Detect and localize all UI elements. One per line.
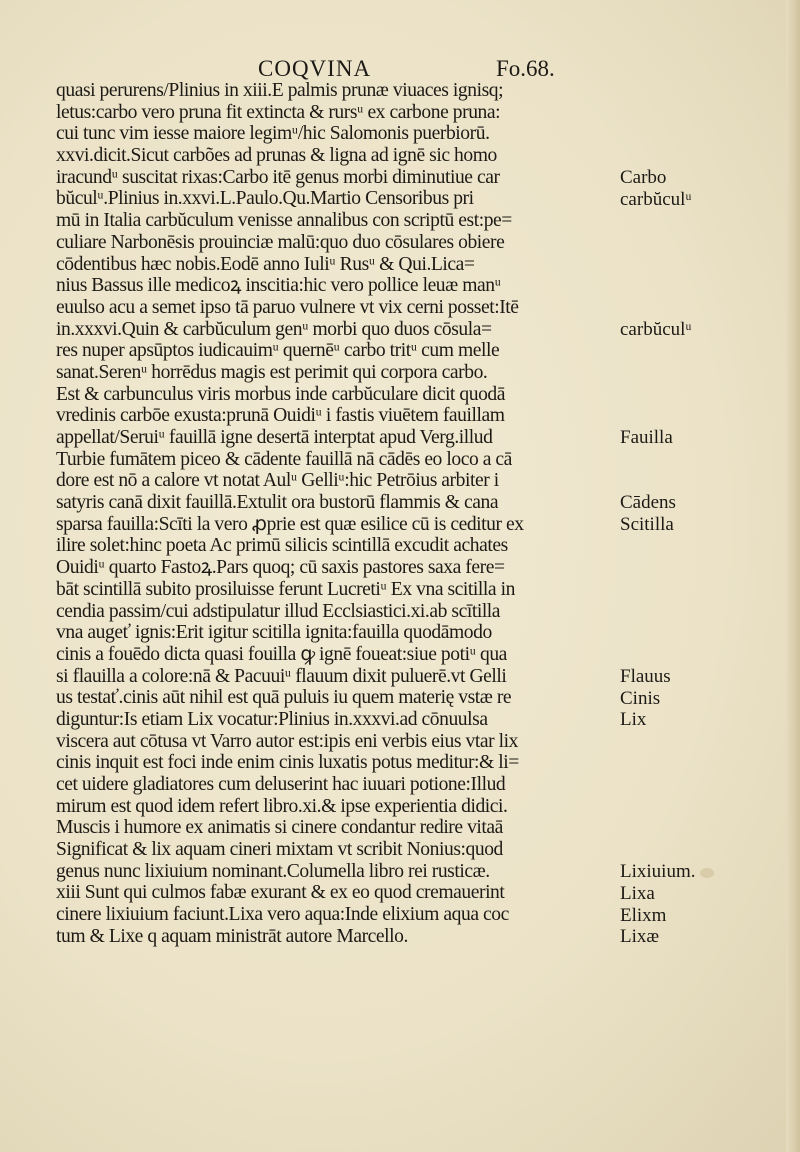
text-line: cōdentibus hæc nobis.Eodē anno Iuliᵘ Rusᵘ & Qui.Lica= (56, 253, 475, 275)
text-line: viscera aut cōtusa vt Varro autor est:ipis eni verbis eius vtar lix (56, 730, 518, 752)
text-line: in.xxxvi.Quin & carbŭculum genᵘ morbi quo duos cōsula= (56, 318, 492, 340)
text-line: bāt scintillā subito prosiluisse ferunt Lucretiᵘ Ex vna scitilla in (56, 578, 515, 600)
margin-note: Carbo (620, 166, 667, 188)
margin-note: Elixm (620, 904, 667, 926)
text-line: bŭculᵘ.Plinius in.xxvi.L.Paulo.Qu.Martio Censoribus pri (56, 188, 474, 210)
text-line: Muscis i humore ex animatis si cinere condantur redire vitaā (56, 817, 503, 839)
margin-note: Lixiuium. (620, 861, 696, 883)
text-line: si flauilla a colore:nā & Pacuuiᵘ flauum dixit puluerē.vt Gelli (56, 665, 507, 687)
text-line: euulso acu a semet ipso tā paruo vulnere vt vix cerni posset:Itē (56, 296, 519, 318)
text-line: sparsa fauilla:Scīti la vero ꝓprie est quæ esilice cū is ceditur ex (56, 513, 524, 535)
margin-note: Lixæ (620, 926, 660, 948)
text-line: vredinis carbōe exusta:prunā Ouidiᵘ i fastis viuētem fauillam (56, 405, 505, 427)
text-line: culiare Narbonēsis prouinciæ malū:quo duo cōsulares obiere (56, 231, 505, 253)
text-line: Turbie fumātem piceo & cādente fauillā nā cādēs eo loco a cā (56, 448, 512, 470)
margin-note: Lix (620, 709, 647, 731)
margin-note: Cinis (620, 687, 661, 709)
text-line: Significat & lix aquam cineri mixtam vt scribit Nonius:quod (56, 839, 503, 861)
text-line: cui tunc vim iesse maiore legimᵘ/hic Salomonis puerbiorū. (56, 123, 490, 145)
margin-note: Cādens (620, 492, 676, 514)
text-line: iracundᵘ suscitat rixas:Carbo itē genus morbi diminutiue car (56, 166, 500, 188)
text-line: Ouidiᵘ quarto Fastoꝝ.Pars quoq; cū saxis pastores saxa fere= (56, 557, 505, 579)
text-line: nius Bassus ille medicoꝝ inscitia:hic vero pollice leuæ manᵘ (56, 275, 501, 297)
margin-note: carbŭculᵘ (620, 188, 692, 210)
text-line: us testať.cinis aūt nihil est quā puluis iu quem materię vstæ re (56, 687, 512, 709)
text-line: diguntur:Is etiam Lix vocatur:Plinius in.xxxvi.ad cōnuulsa (56, 708, 488, 730)
margin-note: Scitilla (620, 514, 674, 535)
margin-note: carbŭculᵘ (620, 318, 692, 340)
text-line: cendia passim/cui adstipulatur illud Ecclsiastici.xi.ab scītilla (56, 600, 501, 622)
margin-note: Lixa (620, 882, 655, 904)
text-line: cinis inquit est foci inde enim cinis luxatis potus meditur:& li= (56, 752, 519, 774)
text-line: Est & carbunculus viris morbus inde carbŭculare dicit quodā (56, 383, 506, 405)
text-line: mū in Italia carbŭculum venisse annalibus con scriptū est:pe= (56, 210, 512, 232)
text-line: cinere lixiuium faciunt.Lixa vero aqua:Inde elixium aqua coc (56, 904, 509, 926)
text-line: appellat/Seruiᵘ fauillā igne desertā interptat apud Verg.illud (56, 427, 493, 448)
text-line: xxvi.dicit.Sicut carbões ad prunas & ligna ad ignē sic homo (56, 145, 497, 167)
text-line: letus:carbo vero pruna fit extincta & rursᵘ ex carbone pruna: (56, 101, 501, 123)
running-title: COQVINA (258, 56, 372, 81)
text-line: genus nunc lixiuium nominant.Columella libro rei rusticæ. (56, 860, 490, 882)
text-line: dore est nō a calore vt notat Aulᵘ Gelliᵘ:hic Petrōius arbiter i (56, 470, 499, 492)
main-text-block (56, 80, 636, 948)
folio-number: Fo.68. (496, 56, 555, 81)
text-line: cinis a fouēdo dicta quasi fouilla ꝙ ignē foueat:siue potiᵘ qua (56, 643, 507, 665)
text-line: cet uidere gladiatores cum deluserint hac iuuari potione:Illud (56, 774, 506, 795)
text-line: ilire solet:hinc poeta Ac primū silicis scintillā excudit achates (56, 535, 508, 557)
text-line: sanat.Serenᵘ horrēdus magis est perimit qui corpora carbo. (56, 361, 488, 383)
text-line: quasi perurens/Plinius in xiii.E palmis prunæ viuaces ignisq; (56, 80, 504, 101)
text-line: res nuper apsūptos iudicauimᵘ quernēᵘ carbo tritᵘ cum melle (56, 340, 500, 362)
margin-note: Flauus (620, 665, 671, 687)
text-line: vna augeť ignis:Erit igitur scitilla ignita:fauilla quodāmodo (56, 622, 492, 644)
text-line: xiii Sunt qui culmos fabæ exurant & ex eo quod cremauerint (56, 882, 505, 904)
margin-note: Fauilla (620, 427, 673, 449)
page-edge (786, 0, 800, 1152)
text-line: satyris canā dixit fauillā.Extulit ora bustorū flammis & cana (56, 492, 499, 514)
text-line: mirum est quod idem refert libro.xi.& ipse experientia didici. (56, 795, 508, 817)
ink-stain (700, 868, 714, 878)
text-line: tum & Lixe q aquam ministrāt autore Marcello. (56, 925, 408, 947)
